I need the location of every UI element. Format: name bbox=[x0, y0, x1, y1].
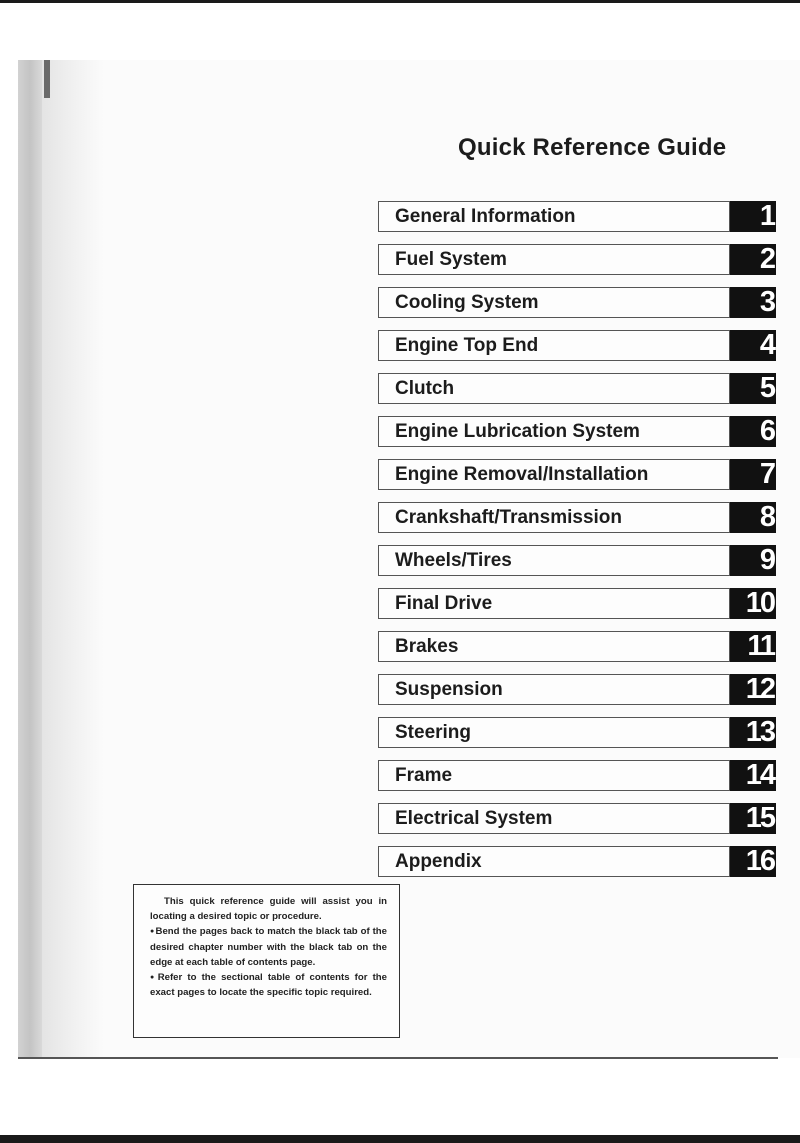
chapter-row-13[interactable] bbox=[378, 717, 778, 751]
usage-note bbox=[133, 884, 400, 1038]
chapter-row-3[interactable] bbox=[378, 287, 778, 321]
chapter-tab[interactable] bbox=[730, 502, 776, 533]
chapter-label: Engine Top End bbox=[395, 335, 539, 356]
page-binding bbox=[18, 60, 42, 1058]
chapter-number: 12 bbox=[745, 673, 774, 705]
chapter-label-box bbox=[378, 803, 730, 834]
chapter-label-box bbox=[378, 846, 730, 877]
top-border bbox=[0, 0, 800, 3]
note-bullet: ● Bend the pages back to match the black tab of the desired chapter number with the black tab on the edge at each table of contents page. bbox=[150, 924, 387, 970]
chapter-tab[interactable] bbox=[730, 674, 776, 705]
binding-mark bbox=[44, 60, 50, 98]
chapter-label-box bbox=[378, 201, 730, 232]
chapter-label: Frame bbox=[395, 765, 453, 786]
chapter-row-9[interactable] bbox=[378, 545, 778, 579]
chapter-tab[interactable] bbox=[730, 760, 776, 791]
chapter-row-7[interactable] bbox=[378, 459, 778, 493]
chapter-row-2[interactable] bbox=[378, 244, 778, 278]
chapter-label-box bbox=[378, 588, 730, 619]
chapter-tab[interactable] bbox=[730, 588, 776, 619]
page-bottom-edge bbox=[18, 1057, 778, 1059]
bottom-border bbox=[0, 1135, 800, 1143]
chapter-label-box bbox=[378, 674, 730, 705]
chapter-label-box bbox=[378, 502, 730, 533]
note-bullet: ● Refer to the sectional table of contents for the exact pages to locate the specific topic required. bbox=[150, 970, 387, 1000]
chapter-label-box bbox=[378, 760, 730, 791]
chapter-number: 16 bbox=[745, 845, 774, 877]
chapter-number: 15 bbox=[745, 802, 774, 834]
chapter-tab[interactable] bbox=[730, 201, 776, 232]
chapter-label: Crankshaft/Transmission bbox=[395, 507, 623, 528]
chapter-row-15[interactable] bbox=[378, 803, 778, 837]
chapter-label-box bbox=[378, 244, 730, 275]
chapter-number: 9 bbox=[759, 544, 774, 576]
chapter-number: 13 bbox=[745, 716, 774, 748]
chapter-label-box bbox=[378, 545, 730, 576]
chapter-label-box bbox=[378, 459, 730, 490]
chapter-label: Electrical System bbox=[395, 808, 553, 829]
chapter-row-5[interactable] bbox=[378, 373, 778, 407]
chapter-label-box bbox=[378, 416, 730, 447]
chapter-label: Cooling System bbox=[395, 292, 539, 313]
chapter-label-box bbox=[378, 330, 730, 361]
chapter-row-6[interactable] bbox=[378, 416, 778, 450]
chapter-tab[interactable] bbox=[730, 244, 776, 275]
chapter-row-12[interactable] bbox=[378, 674, 778, 708]
note-intro: This quick reference guide will assist you in locating a desired topic or procedure. bbox=[150, 896, 387, 923]
chapter-tab[interactable] bbox=[730, 803, 776, 834]
chapter-number: 6 bbox=[759, 415, 774, 447]
chapter-label: Suspension bbox=[395, 679, 503, 700]
chapter-row-8[interactable] bbox=[378, 502, 778, 536]
page-title: Quick Reference Guide bbox=[458, 134, 727, 161]
chapter-label: Brakes bbox=[395, 636, 459, 657]
chapter-tab[interactable] bbox=[730, 330, 776, 361]
chapter-row-10[interactable] bbox=[378, 588, 778, 622]
chapter-label: General Information bbox=[395, 206, 576, 227]
chapter-label: Wheels/Tires bbox=[395, 550, 512, 571]
chapter-number: 11 bbox=[747, 630, 774, 662]
chapter-row-1[interactable] bbox=[378, 201, 778, 235]
chapter-number: 2 bbox=[759, 243, 774, 275]
chapter-tab[interactable] bbox=[730, 631, 776, 662]
chapter-tab[interactable] bbox=[730, 373, 776, 404]
chapter-number: 14 bbox=[745, 759, 774, 791]
chapter-label: Final Drive bbox=[395, 593, 493, 614]
chapter-row-4[interactable] bbox=[378, 330, 778, 364]
chapter-tab[interactable] bbox=[730, 459, 776, 490]
chapter-row-14[interactable] bbox=[378, 760, 778, 794]
chapter-label-box bbox=[378, 631, 730, 662]
chapter-tab[interactable] bbox=[730, 545, 776, 576]
chapter-tab[interactable] bbox=[730, 416, 776, 447]
chapter-row-16[interactable] bbox=[378, 846, 778, 880]
chapter-label: Engine Lubrication System bbox=[395, 421, 640, 442]
chapter-tab[interactable] bbox=[730, 846, 776, 877]
chapter-number: 4 bbox=[759, 329, 774, 361]
chapter-number: 5 bbox=[759, 372, 774, 404]
chapter-label: Steering bbox=[395, 722, 472, 743]
chapter-number: 10 bbox=[745, 587, 774, 619]
chapter-number: 7 bbox=[759, 458, 774, 490]
chapter-number: 8 bbox=[759, 501, 774, 533]
chapter-row-11[interactable] bbox=[378, 631, 778, 665]
chapter-label-box bbox=[378, 287, 730, 318]
chapter-number: 3 bbox=[759, 286, 774, 318]
chapter-number: 1 bbox=[759, 200, 774, 232]
chapter-label-box bbox=[378, 717, 730, 748]
page-binding-shadow bbox=[42, 60, 104, 1058]
chapter-tab[interactable] bbox=[730, 287, 776, 318]
chapter-label-box bbox=[378, 373, 730, 404]
chapter-label: Appendix bbox=[395, 851, 482, 872]
chapter-label: Clutch bbox=[395, 378, 455, 399]
chapter-tab[interactable] bbox=[730, 717, 776, 748]
chapter-label: Engine Removal/Installation bbox=[395, 464, 649, 485]
chapter-label: Fuel System bbox=[395, 249, 507, 270]
